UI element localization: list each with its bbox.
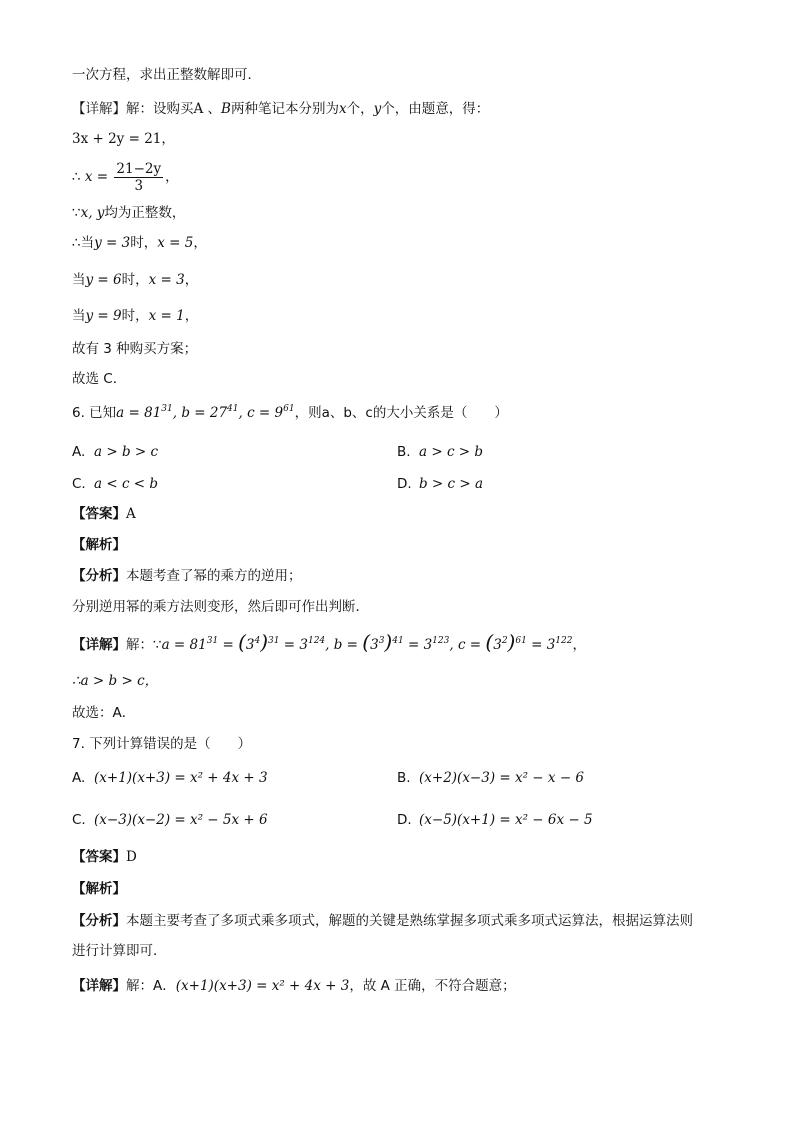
- case-text: 当: [72, 308, 86, 324]
- option-label: B.: [397, 770, 411, 786]
- q6-expression: $a = 81^{31}$, $b = 27^{41}$, $c = 9^{61}$: [116, 404, 295, 421]
- answer-value: A: [126, 506, 136, 522]
- equation: 3x + 2y = 21: [72, 131, 162, 147]
- because-symbol: ∵: [72, 205, 81, 221]
- fenxi-label: 【分析】: [72, 568, 126, 584]
- q6-method-line: [72, 598, 369, 616]
- punct: ，: [184, 272, 199, 288]
- option-label: D.: [397, 476, 412, 492]
- q7-analysis-line: [72, 880, 126, 898]
- case-line-2: [72, 271, 198, 289]
- option-label: C.: [72, 476, 86, 492]
- option-text: a > b > c: [94, 444, 159, 460]
- therefore-symbol: ∴: [72, 169, 81, 185]
- case-line-3: [72, 307, 198, 325]
- option-text: (x−3)(x−2) = x² − 5x + 6: [94, 812, 268, 828]
- q7-option-d[interactable]: [397, 811, 593, 829]
- var-y: y: [373, 101, 382, 117]
- var-x: x: [338, 101, 347, 117]
- p5-detail-line: [72, 100, 489, 118]
- conclusion-line: [72, 340, 197, 358]
- separator: 、: [207, 101, 222, 117]
- q6-choice-line: [72, 704, 135, 722]
- fenxi-text: 本题主要考查了多项式乘多项式，解题的关键是熟练掌握多项式乘多项式运算法，根据运算法则: [126, 913, 693, 929]
- fraction-line: [72, 158, 179, 196]
- case-y: y = 6: [85, 272, 122, 288]
- choice-line: [72, 370, 126, 388]
- option-text: (x+2)(x−3) = x² − x − 6: [419, 770, 585, 786]
- punct: ，: [161, 131, 175, 147]
- detail-label: 【详解】: [72, 101, 126, 117]
- label-a: A: [193, 101, 204, 117]
- fenxi-label: 【分析】: [72, 913, 126, 929]
- fraction-numerator: 21−2y: [116, 160, 162, 177]
- q6-option-a[interactable]: [72, 443, 158, 461]
- case-line-1: [72, 234, 207, 252]
- equation-line: [72, 130, 175, 148]
- x-equals: x =: [84, 169, 109, 185]
- detail-equation: (x+1)(x+3) = x² + 4x + 3: [175, 978, 350, 994]
- result-text: ∴a > b > c，: [72, 673, 159, 689]
- detail-text-2: 两种笔记本分别为: [230, 101, 339, 117]
- q6-detail-line: 【详解】解：∵a = $81^{31} = (3^4)^{31} = 3^{124}$, $b = (3^3)^{41} = 3^{123}$, $c = (3^2)^{61} = 3^{122}$，: [72, 630, 586, 654]
- answer-label: 【答案】: [72, 849, 126, 865]
- case-text: 时，: [121, 308, 149, 324]
- fraction: [114, 161, 163, 194]
- question-tail: ，则a、b、c的大小关系是（ ）: [294, 405, 508, 421]
- detail-label: 【详解】: [72, 978, 126, 994]
- fenxi-text: 进行计算即可．: [72, 943, 167, 959]
- option-text: b > c > a: [419, 476, 484, 492]
- option-label: D.: [397, 812, 412, 828]
- fraction-denominator: 3: [134, 177, 144, 194]
- vars-xy: x, y: [80, 205, 105, 221]
- q7-option-c[interactable]: [72, 811, 268, 829]
- option-label: A.: [72, 770, 86, 786]
- q7-stem: [72, 735, 251, 753]
- q6-fenxi-line: [72, 567, 302, 585]
- case-text: 当: [72, 272, 86, 288]
- option-label: A.: [72, 444, 86, 460]
- case-x: x = 1: [148, 308, 185, 324]
- detail-text: 解：∵: [126, 637, 162, 653]
- option-text: (x+1)(x+3) = x² + 4x + 3: [94, 770, 268, 786]
- case-text: ∴当: [72, 235, 95, 251]
- q6-option-d[interactable]: [397, 475, 483, 493]
- label-b: B: [221, 101, 231, 117]
- q6-analysis-line: [72, 536, 126, 554]
- method-text: 分别逆用幂的乘方法则变形，然后即可作出判断．: [72, 599, 369, 615]
- case-x: x = 5: [157, 235, 194, 251]
- fenxi-text: 本题考查了幂的乘方的逆用；: [126, 568, 302, 584]
- intro-line: [72, 66, 261, 84]
- detail-text: 解：设购买: [126, 101, 194, 117]
- case-y: y = 3: [94, 235, 131, 251]
- case-x: x = 3: [148, 272, 185, 288]
- q7-option-a[interactable]: [72, 769, 268, 787]
- q6-stem: [72, 404, 508, 422]
- answer-label: 【答案】: [72, 506, 126, 522]
- option-text: (x−5)(x+1) = x² − 6x − 5: [419, 812, 593, 828]
- q6-option-b[interactable]: [397, 443, 483, 461]
- conclusion-text: 故有 3 种购买方案；: [72, 341, 198, 357]
- detail-text: 解：A．: [126, 978, 176, 994]
- q6-answer-line: [72, 505, 136, 523]
- choice-text: 故选 C．: [72, 371, 127, 387]
- choice-text: 故选：A．: [72, 705, 136, 721]
- q7-detail-line: [72, 977, 516, 995]
- unit-ge-2: 个，由题意，得：: [381, 101, 490, 117]
- q6-option-c[interactable]: [72, 475, 158, 493]
- case-text: 时，: [121, 272, 149, 288]
- q7-option-b[interactable]: [397, 769, 584, 787]
- option-label: C.: [72, 812, 86, 828]
- detail-label: 【详解】: [72, 637, 126, 653]
- question-stem: 7. 下列计算错误的是（ ）: [72, 736, 252, 752]
- q7-answer-line: [72, 848, 137, 866]
- punct: ，: [193, 235, 207, 251]
- case-y: y = 9: [85, 308, 122, 324]
- option-label: B.: [397, 444, 411, 460]
- q6-detail-expression: $a = 81^{31} = (3^4)^{31} = 3^{124}$, $b = (3^3)^{41} = 3^{123}$, $c = (3^2)^{61} = 3^{122}$: [161, 630, 573, 654]
- answer-value: D: [126, 849, 137, 865]
- analysis-label: 【解析】: [72, 537, 126, 553]
- punct: ，: [184, 308, 199, 324]
- option-text: a > c > b: [419, 444, 484, 460]
- analysis-label: 【解析】: [72, 881, 126, 897]
- because-text: 均为正整数，: [104, 205, 186, 221]
- q7-fenxi-line-2: [72, 942, 167, 960]
- unit-ge: 个，: [346, 101, 374, 117]
- punct: ，: [165, 169, 179, 185]
- option-text: a < c < b: [94, 476, 159, 492]
- question-number: 6. 已知: [72, 405, 117, 421]
- q6-result-line: [72, 672, 158, 690]
- detail-tail: ，故 A 正确，不符合题意；: [349, 978, 516, 994]
- intro-text: 一次方程，求出正整数解即可．: [72, 67, 261, 83]
- because-line: [72, 204, 185, 222]
- q7-fenxi-line: [72, 912, 693, 930]
- case-text: 时，: [130, 235, 158, 251]
